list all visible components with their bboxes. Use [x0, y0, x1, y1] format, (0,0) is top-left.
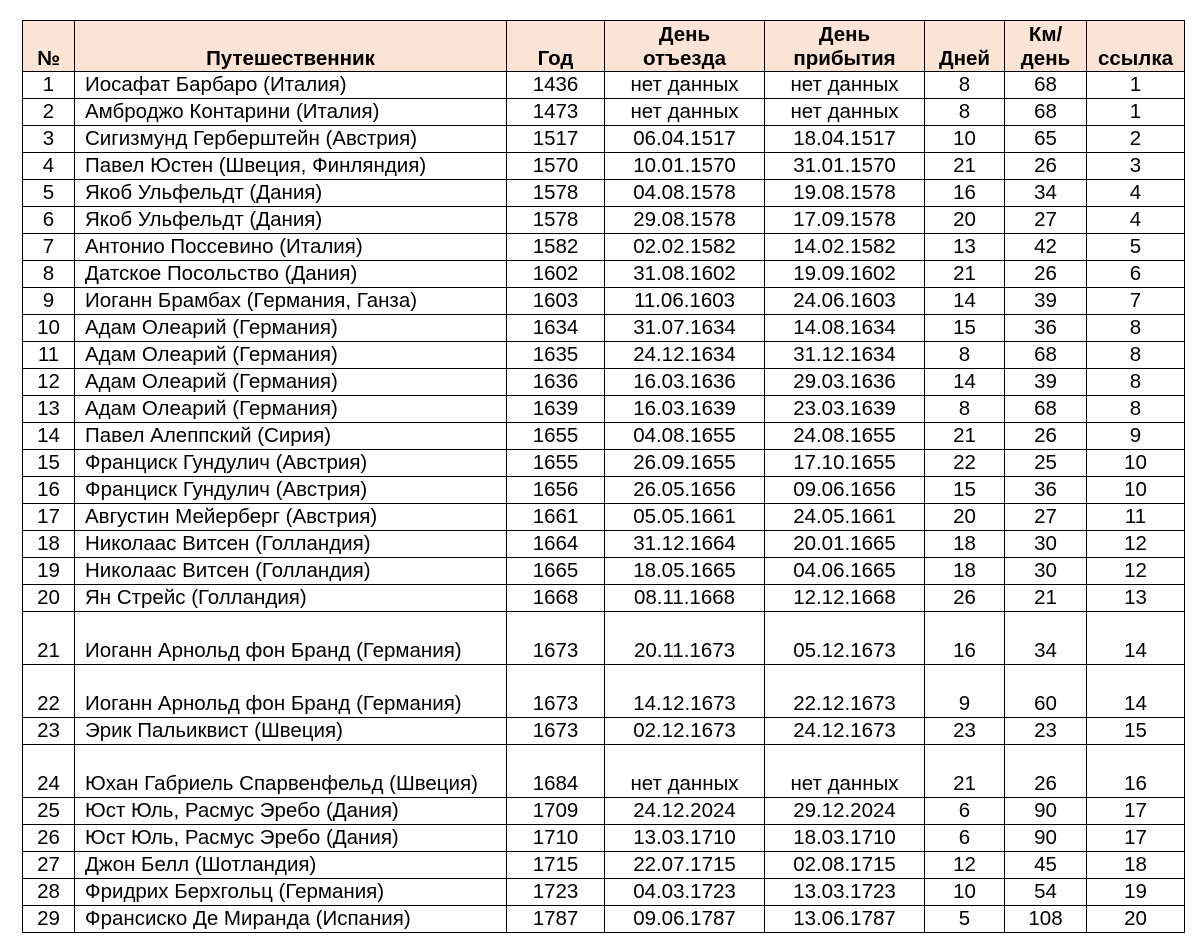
cell-num: 7 [23, 234, 75, 261]
cell-ref: 1 [1087, 72, 1185, 99]
cell-year: 1710 [507, 825, 605, 852]
table-row [23, 261, 1185, 288]
table-row [23, 879, 1185, 906]
cell-num: 26 [23, 825, 75, 852]
cell-arrival: 31.12.1634 [765, 342, 925, 369]
cell-traveler: Юхан Габриель Спарвенфельд (Швеция) [75, 745, 507, 798]
cell-traveler: Иосафат Барбаро (Италия) [75, 72, 507, 99]
cell-arrival: 24.06.1603 [765, 288, 925, 315]
table-header-row [23, 21, 1185, 72]
cell-num: 18 [23, 531, 75, 558]
table-row [23, 234, 1185, 261]
cell-ref: 10 [1087, 477, 1185, 504]
cell-arrival: 13.03.1723 [765, 879, 925, 906]
cell-year: 1665 [507, 558, 605, 585]
table-row [23, 450, 1185, 477]
cell-days: 16 [925, 180, 1005, 207]
cell-km-per-day: 65 [1005, 126, 1087, 153]
cell-km-per-day: 68 [1005, 99, 1087, 126]
cell-ref: 8 [1087, 315, 1185, 342]
cell-km-per-day: 30 [1005, 558, 1087, 585]
cell-km-per-day: 26 [1005, 261, 1087, 288]
cell-arrival: 13.06.1787 [765, 906, 925, 933]
cell-arrival: 29.12.2024 [765, 798, 925, 825]
cell-arrival: 29.03.1636 [765, 369, 925, 396]
cell-departure: 22.07.1715 [605, 852, 765, 879]
cell-departure: 13.03.1710 [605, 825, 765, 852]
cell-km-per-day: 39 [1005, 288, 1087, 315]
cell-ref: 8 [1087, 396, 1185, 423]
cell-traveler: Николаас Витсен (Голландия) [75, 558, 507, 585]
cell-km-per-day: 23 [1005, 718, 1087, 745]
cell-num: 17 [23, 504, 75, 531]
cell-traveler: Эрик Пальиквист (Швеция) [75, 718, 507, 745]
cell-traveler: Франсиско Де Миранда (Испания) [75, 906, 507, 933]
cell-days: 8 [925, 396, 1005, 423]
cell-arrival: 31.01.1570 [765, 153, 925, 180]
cell-traveler: Иоганн Арнольд фон Бранд (Германия) [75, 612, 507, 665]
cell-year: 1723 [507, 879, 605, 906]
cell-arrival: 18.03.1710 [765, 825, 925, 852]
cell-days: 18 [925, 558, 1005, 585]
cell-ref: 6 [1087, 261, 1185, 288]
table-row [23, 342, 1185, 369]
cell-ref: 14 [1087, 612, 1185, 665]
cell-traveler: Антонио Поссевино (Италия) [75, 234, 507, 261]
cell-year: 1635 [507, 342, 605, 369]
cell-arrival: 23.03.1639 [765, 396, 925, 423]
table-row [23, 180, 1185, 207]
cell-arrival: 19.09.1602 [765, 261, 925, 288]
header-num: № [23, 21, 75, 72]
cell-year: 1634 [507, 315, 605, 342]
cell-days: 21 [925, 745, 1005, 798]
cell-km-per-day: 36 [1005, 315, 1087, 342]
cell-num: 2 [23, 99, 75, 126]
table-row [23, 852, 1185, 879]
cell-year: 1602 [507, 261, 605, 288]
cell-days: 21 [925, 261, 1005, 288]
cell-ref: 20 [1087, 906, 1185, 933]
cell-year: 1709 [507, 798, 605, 825]
cell-departure: 26.05.1656 [605, 477, 765, 504]
cell-year: 1636 [507, 369, 605, 396]
cell-num: 11 [23, 342, 75, 369]
cell-departure: 04.03.1723 [605, 879, 765, 906]
cell-year: 1582 [507, 234, 605, 261]
table-row [23, 288, 1185, 315]
cell-days: 5 [925, 906, 1005, 933]
cell-arrival: 09.06.1656 [765, 477, 925, 504]
cell-days: 6 [925, 825, 1005, 852]
cell-km-per-day: 36 [1005, 477, 1087, 504]
cell-arrival: 14.08.1634 [765, 315, 925, 342]
cell-num: 28 [23, 879, 75, 906]
cell-days: 20 [925, 504, 1005, 531]
cell-km-per-day: 68 [1005, 396, 1087, 423]
cell-arrival: 24.12.1673 [765, 718, 925, 745]
cell-num: 13 [23, 396, 75, 423]
cell-departure: 24.12.1634 [605, 342, 765, 369]
cell-traveler: Павел Юстен (Швеция, Финляндия) [75, 153, 507, 180]
cell-num: 12 [23, 369, 75, 396]
cell-days: 10 [925, 879, 1005, 906]
cell-num: 29 [23, 906, 75, 933]
cell-departure: нет данных [605, 99, 765, 126]
cell-traveler: Адам Олеарий (Германия) [75, 315, 507, 342]
cell-km-per-day: 26 [1005, 745, 1087, 798]
cell-ref: 7 [1087, 288, 1185, 315]
table-row [23, 612, 1185, 665]
header-traveler: Путешественник [75, 21, 507, 72]
cell-departure: 29.08.1578 [605, 207, 765, 234]
cell-num: 20 [23, 585, 75, 612]
cell-traveler: Адам Олеарий (Германия) [75, 342, 507, 369]
cell-year: 1664 [507, 531, 605, 558]
cell-days: 8 [925, 342, 1005, 369]
cell-km-per-day: 54 [1005, 879, 1087, 906]
cell-year: 1673 [507, 665, 605, 718]
cell-traveler: Юст Юль, Расмус Эребо (Дания) [75, 798, 507, 825]
cell-year: 1656 [507, 477, 605, 504]
cell-departure: 09.06.1787 [605, 906, 765, 933]
header-days: Дней [925, 21, 1005, 72]
cell-arrival: 19.08.1578 [765, 180, 925, 207]
cell-days: 21 [925, 423, 1005, 450]
cell-num: 19 [23, 558, 75, 585]
cell-ref: 8 [1087, 369, 1185, 396]
table-row [23, 825, 1185, 852]
cell-arrival: 24.05.1661 [765, 504, 925, 531]
table-row [23, 369, 1185, 396]
cell-traveler: Датское Посольство (Дания) [75, 261, 507, 288]
cell-year: 1639 [507, 396, 605, 423]
cell-days: 22 [925, 450, 1005, 477]
cell-traveler: Юст Юль, Расмус Эребо (Дания) [75, 825, 507, 852]
cell-departure: 26.09.1655 [605, 450, 765, 477]
cell-departure: 14.12.1673 [605, 665, 765, 718]
cell-departure: 16.03.1639 [605, 396, 765, 423]
cell-departure: 18.05.1665 [605, 558, 765, 585]
cell-year: 1715 [507, 852, 605, 879]
cell-ref: 18 [1087, 852, 1185, 879]
table-row [23, 99, 1185, 126]
header-year: Год [507, 21, 605, 72]
cell-year: 1436 [507, 72, 605, 99]
cell-traveler: Джон Белл (Шотландия) [75, 852, 507, 879]
cell-arrival: 02.08.1715 [765, 852, 925, 879]
cell-ref: 12 [1087, 558, 1185, 585]
cell-days: 20 [925, 207, 1005, 234]
cell-departure: 02.12.1673 [605, 718, 765, 745]
cell-year: 1570 [507, 153, 605, 180]
cell-ref: 12 [1087, 531, 1185, 558]
cell-year: 1473 [507, 99, 605, 126]
cell-arrival: 24.08.1655 [765, 423, 925, 450]
cell-ref: 9 [1087, 423, 1185, 450]
cell-num: 23 [23, 718, 75, 745]
cell-departure: 31.07.1634 [605, 315, 765, 342]
cell-traveler: Иоганн Арнольд фон Бранд (Германия) [75, 665, 507, 718]
cell-days: 15 [925, 315, 1005, 342]
cell-num: 4 [23, 153, 75, 180]
cell-km-per-day: 25 [1005, 450, 1087, 477]
cell-traveler: Иоганн Брамбах (Германия, Ганза) [75, 288, 507, 315]
cell-departure: 08.11.1668 [605, 585, 765, 612]
cell-year: 1684 [507, 745, 605, 798]
cell-traveler: Ян Стрейс (Голландия) [75, 585, 507, 612]
cell-departure: 11.06.1603 [605, 288, 765, 315]
cell-arrival: 04.06.1665 [765, 558, 925, 585]
table-row [23, 396, 1185, 423]
cell-year: 1661 [507, 504, 605, 531]
cell-days: 8 [925, 72, 1005, 99]
cell-num: 24 [23, 745, 75, 798]
cell-num: 10 [23, 315, 75, 342]
table-row [23, 531, 1185, 558]
cell-year: 1787 [507, 906, 605, 933]
cell-num: 21 [23, 612, 75, 665]
cell-ref: 11 [1087, 504, 1185, 531]
cell-arrival: нет данных [765, 99, 925, 126]
cell-traveler: Франциск Гундулич (Австрия) [75, 450, 507, 477]
cell-ref: 8 [1087, 342, 1185, 369]
cell-departure: 20.11.1673 [605, 612, 765, 665]
cell-km-per-day: 34 [1005, 612, 1087, 665]
cell-year: 1603 [507, 288, 605, 315]
cell-num: 27 [23, 852, 75, 879]
cell-num: 14 [23, 423, 75, 450]
cell-departure: 05.05.1661 [605, 504, 765, 531]
cell-traveler: Амброджо Контарини (Италия) [75, 99, 507, 126]
cell-days: 16 [925, 612, 1005, 665]
cell-arrival: 14.02.1582 [765, 234, 925, 261]
table-row [23, 423, 1185, 450]
cell-days: 12 [925, 852, 1005, 879]
cell-km-per-day: 45 [1005, 852, 1087, 879]
cell-ref: 19 [1087, 879, 1185, 906]
cell-arrival: 22.12.1673 [765, 665, 925, 718]
cell-num: 3 [23, 126, 75, 153]
cell-days: 8 [925, 99, 1005, 126]
cell-num: 8 [23, 261, 75, 288]
cell-km-per-day: 26 [1005, 423, 1087, 450]
cell-km-per-day: 21 [1005, 585, 1087, 612]
cell-num: 5 [23, 180, 75, 207]
table-row [23, 906, 1185, 933]
cell-days: 18 [925, 531, 1005, 558]
cell-days: 10 [925, 126, 1005, 153]
cell-days: 23 [925, 718, 1005, 745]
table-row [23, 745, 1185, 798]
cell-km-per-day: 68 [1005, 342, 1087, 369]
cell-num: 22 [23, 665, 75, 718]
cell-ref: 3 [1087, 153, 1185, 180]
cell-km-per-day: 39 [1005, 369, 1087, 396]
cell-days: 15 [925, 477, 1005, 504]
cell-year: 1668 [507, 585, 605, 612]
cell-km-per-day: 27 [1005, 504, 1087, 531]
cell-ref: 17 [1087, 798, 1185, 825]
cell-traveler: Августин Мейерберг (Австрия) [75, 504, 507, 531]
cell-departure: 04.08.1655 [605, 423, 765, 450]
cell-num: 1 [23, 72, 75, 99]
cell-arrival: 18.04.1517 [765, 126, 925, 153]
cell-traveler: Франциск Гундулич (Австрия) [75, 477, 507, 504]
cell-days: 14 [925, 369, 1005, 396]
header-arrival: День прибытия [765, 21, 925, 72]
cell-traveler: Сигизмунд Герберштейн (Австрия) [75, 126, 507, 153]
travelers-table [22, 20, 1185, 933]
cell-ref: 10 [1087, 450, 1185, 477]
cell-year: 1655 [507, 450, 605, 477]
cell-km-per-day: 34 [1005, 180, 1087, 207]
cell-year: 1655 [507, 423, 605, 450]
cell-departure: 04.08.1578 [605, 180, 765, 207]
cell-ref: 4 [1087, 180, 1185, 207]
cell-km-per-day: 90 [1005, 798, 1087, 825]
cell-num: 16 [23, 477, 75, 504]
table-row [23, 718, 1185, 745]
table-row [23, 153, 1185, 180]
cell-km-per-day: 90 [1005, 825, 1087, 852]
cell-departure: нет данных [605, 72, 765, 99]
table-row [23, 585, 1185, 612]
cell-days: 9 [925, 665, 1005, 718]
cell-ref: 5 [1087, 234, 1185, 261]
cell-days: 26 [925, 585, 1005, 612]
cell-ref: 13 [1087, 585, 1185, 612]
table-row [23, 798, 1185, 825]
cell-arrival: нет данных [765, 72, 925, 99]
cell-ref: 2 [1087, 126, 1185, 153]
cell-departure: 31.12.1664 [605, 531, 765, 558]
cell-departure: нет данных [605, 745, 765, 798]
cell-traveler: Якоб Ульфельдт (Дания) [75, 180, 507, 207]
table-row [23, 504, 1185, 531]
header-ref: ссылка [1087, 21, 1185, 72]
table-row [23, 126, 1185, 153]
cell-traveler: Павел Алеппский (Сирия) [75, 423, 507, 450]
cell-days: 14 [925, 288, 1005, 315]
cell-km-per-day: 60 [1005, 665, 1087, 718]
cell-days: 6 [925, 798, 1005, 825]
cell-ref: 1 [1087, 99, 1185, 126]
cell-arrival: нет данных [765, 745, 925, 798]
cell-arrival: 12.12.1668 [765, 585, 925, 612]
cell-departure: 31.08.1602 [605, 261, 765, 288]
cell-num: 15 [23, 450, 75, 477]
cell-year: 1578 [507, 207, 605, 234]
cell-departure: 10.01.1570 [605, 153, 765, 180]
cell-year: 1673 [507, 612, 605, 665]
cell-km-per-day: 30 [1005, 531, 1087, 558]
cell-traveler: Адам Олеарий (Германия) [75, 396, 507, 423]
cell-km-per-day: 42 [1005, 234, 1087, 261]
cell-traveler: Якоб Ульфельдт (Дания) [75, 207, 507, 234]
cell-traveler: Адам Олеарий (Германия) [75, 369, 507, 396]
cell-km-per-day: 108 [1005, 906, 1087, 933]
cell-traveler: Фридрих Берхгольц (Германия) [75, 879, 507, 906]
table-row [23, 477, 1185, 504]
cell-departure: 02.02.1582 [605, 234, 765, 261]
cell-year: 1578 [507, 180, 605, 207]
cell-ref: 14 [1087, 665, 1185, 718]
cell-ref: 17 [1087, 825, 1185, 852]
table-row [23, 315, 1185, 342]
cell-km-per-day: 26 [1005, 153, 1087, 180]
cell-year: 1517 [507, 126, 605, 153]
cell-km-per-day: 27 [1005, 207, 1087, 234]
cell-ref: 16 [1087, 745, 1185, 798]
cell-days: 21 [925, 153, 1005, 180]
table-row [23, 207, 1185, 234]
table-row [23, 558, 1185, 585]
cell-year: 1673 [507, 718, 605, 745]
cell-traveler: Николаас Витсен (Голландия) [75, 531, 507, 558]
cell-departure: 06.04.1517 [605, 126, 765, 153]
cell-days: 13 [925, 234, 1005, 261]
header-km-per-day: Км/ день [1005, 21, 1087, 72]
travelers-table-container [22, 20, 1184, 933]
cell-arrival: 05.12.1673 [765, 612, 925, 665]
cell-arrival: 17.09.1578 [765, 207, 925, 234]
header-departure: День отъезда [605, 21, 765, 72]
cell-departure: 24.12.2024 [605, 798, 765, 825]
table-row [23, 72, 1185, 99]
cell-num: 6 [23, 207, 75, 234]
cell-num: 9 [23, 288, 75, 315]
table-row [23, 665, 1185, 718]
table-body [23, 72, 1185, 933]
cell-arrival: 17.10.1655 [765, 450, 925, 477]
cell-departure: 16.03.1636 [605, 369, 765, 396]
cell-ref: 4 [1087, 207, 1185, 234]
cell-num: 25 [23, 798, 75, 825]
cell-km-per-day: 68 [1005, 72, 1087, 99]
cell-ref: 15 [1087, 718, 1185, 745]
cell-arrival: 20.01.1665 [765, 531, 925, 558]
